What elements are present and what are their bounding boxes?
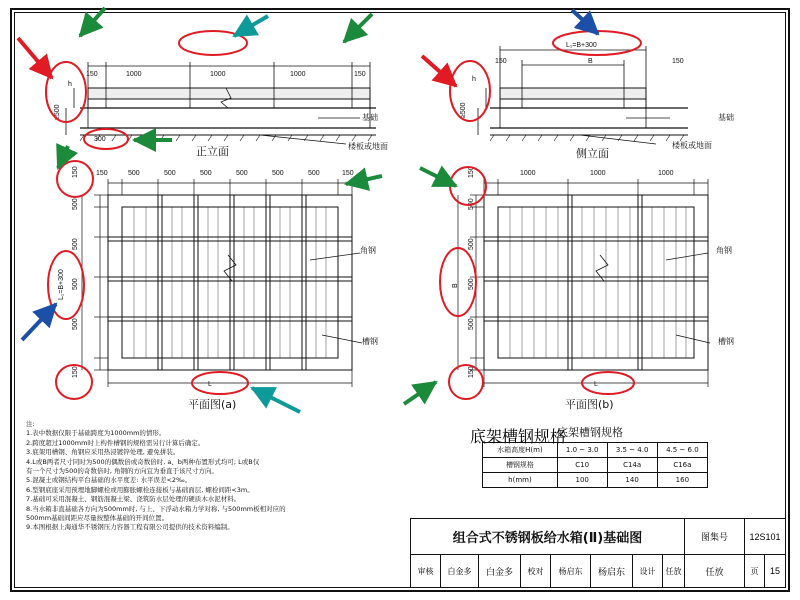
spec-r0c1: C10 (557, 458, 607, 473)
plan-a-left-total: L₁=B+300 (58, 269, 65, 300)
plan-a-part-angle: 角钢 (360, 246, 376, 255)
arrow-green-1 (80, 8, 105, 36)
plan-a-dimv-500-4: 500 (72, 318, 79, 330)
side-height-h: h (472, 76, 476, 83)
plan-a-dim-500-2: 500 (164, 170, 176, 177)
plan-a-dim-150-r: 150 (342, 170, 354, 177)
plan-b-dimv-500-1: 500 (468, 198, 475, 210)
spec-h-1: 1.0 ~ 3.0 (557, 443, 607, 458)
approval-text-0: 审核 (417, 566, 434, 576)
arrow-teal-2 (252, 388, 300, 412)
approval-name-text-1: 杨启东 (558, 566, 583, 576)
highlight-ellipse-side-height (450, 61, 490, 121)
note-item-4: 4.L或B两者尺寸同时为500的偶数倍或奇数倍时, a、b两种布置形式均可; L或B仅 (26, 457, 260, 466)
plan-a-part-channel: 槽钢 (362, 337, 378, 346)
plan-a-dim-500-6: 500 (308, 170, 320, 177)
plan-b-left-total: B (452, 283, 459, 288)
note-item-2: 2.跨度超过1000mm时上构件槽钢的规格需另行计算后确定。 (26, 438, 205, 447)
note-item-4b: 有一个尺寸为500的奇数倍时, 角钢的方向宜为垂直于该尺寸方向。 (26, 467, 219, 476)
plan-b-dimv-150-top: 150 (468, 166, 475, 178)
plan-b-dim-1000-1: 1000 (520, 170, 536, 177)
plan-b-bottom-dim: L (594, 381, 598, 388)
arrow-red-2 (422, 56, 456, 86)
spec-r1c0: h(mm) (483, 473, 558, 488)
arrow-green-2 (344, 14, 372, 42)
approval-sign-text-1: 杨启东 (597, 567, 625, 578)
arrow-blue-1 (572, 10, 598, 34)
note-item-9: 9.本图根据上海通华不锈钢压力容器工程有限公司提供的技术资料编制。 (26, 523, 234, 532)
front-min-500: ≥500 (54, 104, 61, 120)
front-caption: 正立面 (196, 145, 229, 158)
highlight-ellipse-plan-a-150-bot (56, 365, 92, 399)
page-number: 15 (769, 566, 780, 576)
approval-name-text-0: 白金多 (447, 566, 472, 576)
plan-b-dimv-500-2: 500 (468, 238, 475, 250)
spec-title-text: 底架槽钢规格 (557, 426, 623, 439)
side-base-label: 基础 (718, 113, 734, 122)
highlight-ellipse-300 (84, 129, 128, 149)
note-item-6: 6.型钢底座采用预埋地脚螺栓或用膨胀螺栓连接板与基础面层, 螺栓间距<3m。 (26, 485, 254, 494)
arrow-green-5 (346, 176, 382, 184)
side-floor-label: 楼板或地面 (672, 141, 712, 150)
front-dim-1000-1: 1000 (126, 71, 142, 78)
highlight-ellipse-plan-a-150-top (57, 161, 93, 197)
plan-a-dimv-150-top: 150 (72, 166, 79, 178)
highlight-ellipse-plan-b-150-bot (449, 365, 483, 399)
highlight-ellipse-plan-a-L (192, 372, 248, 394)
plan-a-dim-500-1: 500 (128, 170, 140, 177)
side-dim-150-right: 150 (672, 58, 684, 65)
plan-a-dimv-150-bot: 150 (72, 366, 79, 378)
note-item-8b: 500mm基础间距应尽量按整体基础的开间位置。 (26, 514, 169, 523)
front-height-h: h (68, 81, 72, 88)
front-dim-1000-3: 1000 (290, 71, 306, 78)
note-item-1: 1.表中数据仅限于基础跨度为1000mm的情形。 (26, 429, 166, 438)
plan-a-dim-500-3: 500 (200, 170, 212, 177)
plan-b-dimv-500-3: 500 (468, 278, 475, 290)
highlight-ellipse-plan-b-L (582, 372, 634, 394)
side-dim-150-left: 150 (495, 58, 507, 65)
plan-b-dimv-500-4: 500 (468, 318, 475, 330)
spec-h-2: 3.5 ~ 4.0 (607, 443, 657, 458)
approval-text-1: 校对 (527, 566, 544, 576)
front-callout-300: 300 (94, 136, 106, 143)
plan-b-dimv-150-bot: 150 (468, 366, 475, 378)
front-dim-150-right: 150 (354, 71, 366, 78)
plan-b-caption: 平面图(b) (565, 398, 614, 411)
plan-a-dim-500-5: 500 (272, 170, 284, 177)
side-caption: 侧立面 (576, 147, 609, 160)
arrow-blue-2 (22, 304, 56, 340)
spec-r0c2: C14a (607, 458, 657, 473)
plan-a-dim-500-4: 500 (236, 170, 248, 177)
plan-b-dim-1000-2: 1000 (590, 170, 606, 177)
side-total-dim: L₁=B+300 (566, 42, 597, 49)
sheet-title: 组合式不锈钢板给水箱(Ⅱ)基础图 (452, 531, 643, 546)
front-dim-1000-2: 1000 (210, 71, 226, 78)
approval-name-text-2: 任放 (665, 566, 682, 576)
front-dim-150-left: 150 (86, 71, 98, 78)
spec-r0c0: 槽钢规格 (483, 458, 558, 473)
arrow-green-7 (404, 382, 436, 404)
side-min-500: ≥500 (460, 102, 467, 118)
spec-h-3: 4.5 ~ 6.0 (657, 443, 707, 458)
approval-sign-text-2: 任放 (705, 567, 724, 578)
side-dim-B: B (588, 58, 593, 65)
plan-a-bottom-dim: L (208, 381, 212, 388)
spec-r1c1: 100 (557, 473, 607, 488)
spec-r1c2: 140 (607, 473, 657, 488)
plan-a-dimv-500-2: 500 (72, 238, 79, 250)
approval-text-2: 设计 (639, 566, 656, 576)
note-item-8: 8.当水箱非直基础各方向为500mm时, 与上、下浮动水箱力学对称, 与500mm板相对应的 (26, 504, 286, 513)
highlight-ellipse-front-height (46, 62, 86, 122)
arrow-green-6 (420, 168, 456, 186)
note-item-3: 3.底架用槽钢、角钢应采用热浸镀锌处理, 避免拼装。 (26, 448, 180, 457)
plan-a-dimv-500-3: 500 (72, 278, 79, 290)
page-label: 页 (750, 566, 759, 576)
drawing-no-value: 12S101 (749, 531, 781, 542)
arrow-red-1 (18, 38, 52, 78)
plan-a-dim-150-l: 150 (96, 170, 108, 177)
front-base-label: 基础 (362, 113, 378, 122)
spec-r1c3: 160 (657, 473, 707, 488)
spec-table-title: 底架槽钢规格 (470, 427, 567, 446)
plan-b-part-angle: 角钢 (716, 246, 732, 255)
front-floor-label: 楼板或地面 (348, 142, 388, 151)
plan-a-caption: 平面图(a) (188, 398, 237, 411)
plan-b-part-channel: 槽钢 (718, 337, 734, 346)
approval-sign-text-0: 白金多 (485, 567, 513, 578)
notes-title: 注: (26, 420, 35, 428)
spec-h-0: 水箱高度H(m) (483, 443, 558, 458)
note-item-7: 7.基础可采用混凝土、钢筋混凝土梁、浇筑防水层处理的硬质木水泥材料。 (26, 495, 241, 504)
note-item-5: 5.混凝土或钢结构平台基础的水平度差: 水平误差<2‰。 (26, 476, 192, 485)
plan-b-dim-1000-3: 1000 (658, 170, 674, 177)
highlight-ellipse-plan-b-B (440, 248, 476, 316)
drawing-no-label: 图集号 (700, 533, 728, 543)
plan-a-dimv-500-1: 500 (72, 198, 79, 210)
arrow-teal-1 (234, 16, 268, 36)
spec-r0c3: C16a (657, 458, 707, 473)
